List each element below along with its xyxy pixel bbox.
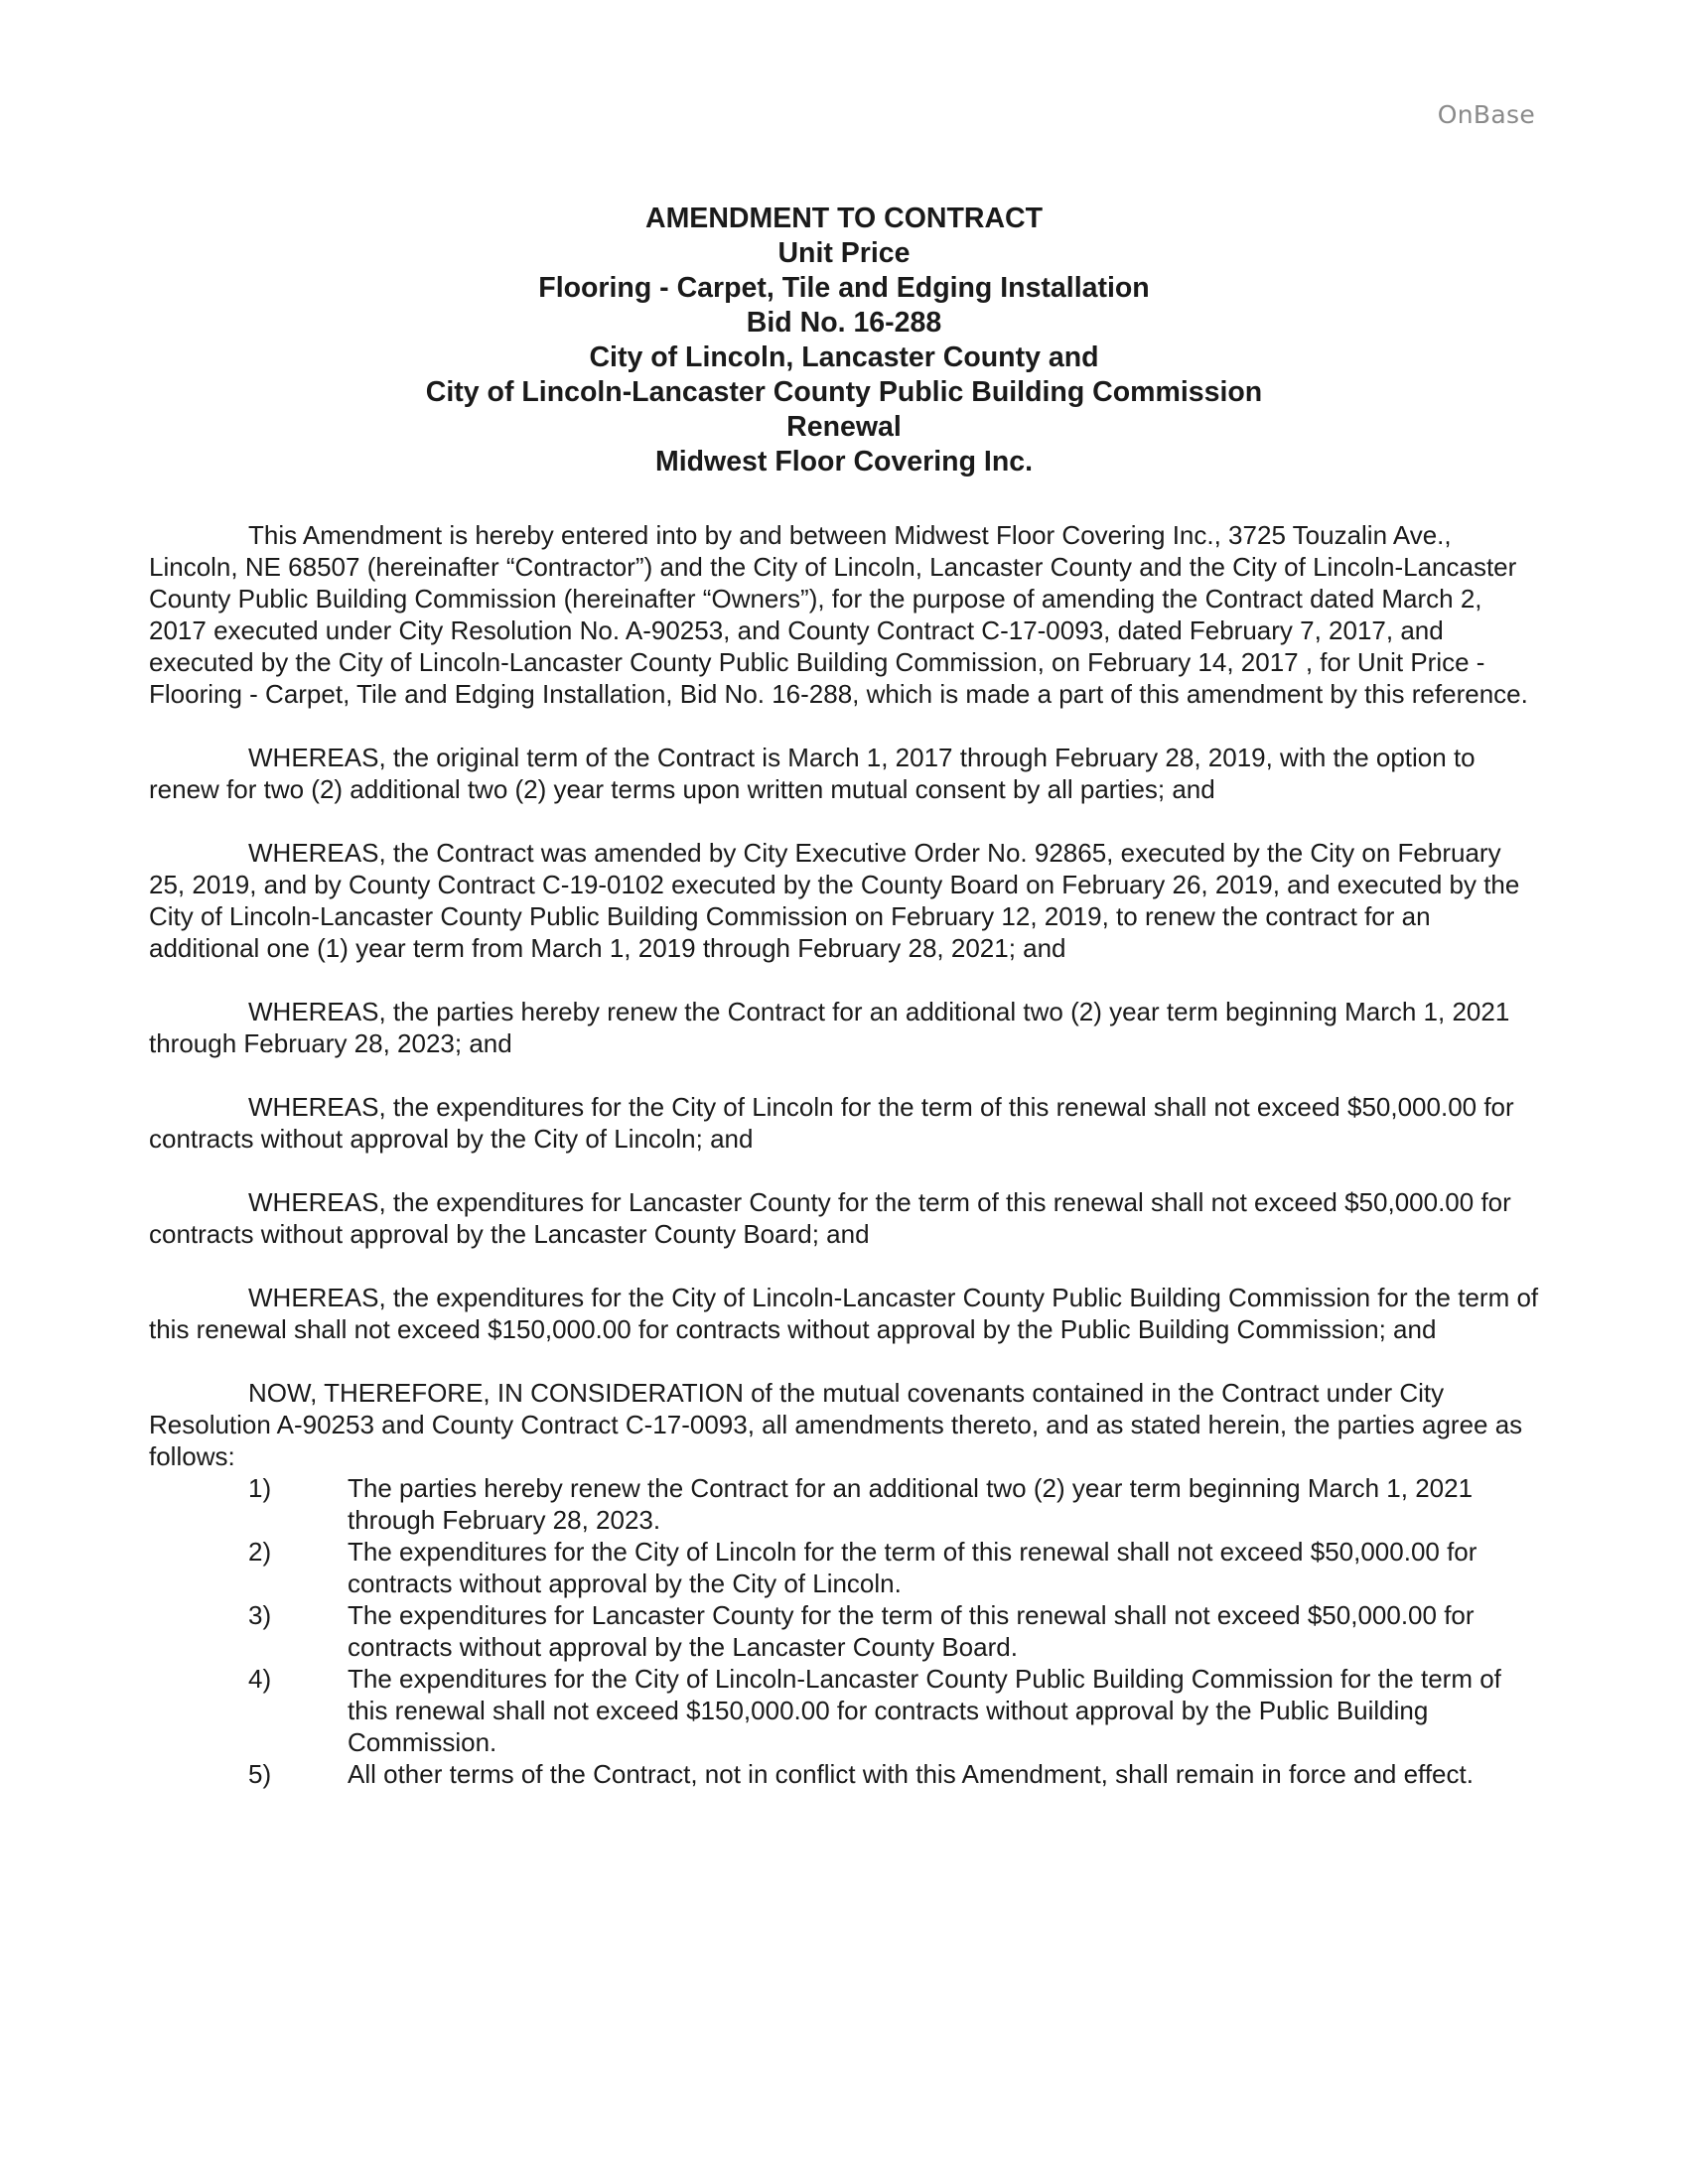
now-therefore-paragraph: NOW, THEREFORE, IN CONSIDERATION of the mutual covenants contained in the Contract under City Resolution A-90253 and County Contract C-17-0093, all amendments thereto, and as stated herein, the parties agree as follows:: [149, 1378, 1523, 1471]
header-parties-line-1: City of Lincoln, Lancaster County and: [589, 341, 1099, 373]
header-bid-number: Bid No. 16-288: [746, 307, 942, 339]
document-body: [149, 519, 1539, 1790]
list-item-number: 2): [248, 1537, 272, 1567]
agreement-terms-list: [149, 1472, 1539, 1790]
header-renewal: Renewal: [786, 411, 902, 443]
list-item-text: The parties hereby renew the Contract for an additional two (2) year term beginning March 1, 2021 through February 28, 2023.: [348, 1473, 1474, 1535]
whereas-pbc-expenditures: WHEREAS, the expenditures for the City of Lincoln-Lancaster County Public Building Commission for the term of this renewal shall not exceed $150,000.00 for contracts without approval by the Public Building Commission; and: [149, 1283, 1539, 1344]
whereas-original-term: WHEREAS, the original term of the Contract is March 1, 2017 through February 28, 2019, with the option to renew for two (2) additional two (2) year terms upon written mutual consent by all parties; and: [149, 743, 1476, 804]
intro-paragraph: This Amendment is hereby entered into by and between Midwest Floor Covering Inc., 3725 Touzalin Ave., Lincoln, NE 68507 (hereinafter “Contractor”) and the City of Lincoln, Lancaster County and the City of Lincoln-Lancaster County Public Building Commission (hereinafter “Owners”), for the purpose of amending the Contract dated March 2, 2017 executed under City Resolution No. A-90253, and County Contract C-17-0093, dated February 7, 2017, and executed by the City of Lincoln-Lancaster County Public Building Commission, on February 14, 2017 , for Unit Price - Flooring - Carpet, Tile and Edging Installation, Bid No. 16-288, which is made a part of this amendment by this reference.: [149, 520, 1528, 709]
list-item: [149, 1599, 1539, 1663]
list-item: [149, 1472, 1539, 1536]
list-item-text: The expenditures for the City of Lincoln for the term of this renewal shall not exceed $50,000.00 for contracts without approval by the City of Lincoln.: [348, 1537, 1477, 1598]
whereas-renewal-term: WHEREAS, the parties hereby renew the Contract for an additional two (2) year term beginning March 1, 2021 through February 28, 2023; and: [149, 997, 1510, 1058]
header-subtitle-project: Flooring - Carpet, Tile and Edging Installation: [538, 272, 1150, 304]
list-item: [149, 1536, 1539, 1599]
list-item-number: 3): [248, 1600, 272, 1630]
list-item-number: 4): [248, 1664, 272, 1694]
header-contractor: Midwest Floor Covering Inc.: [654, 446, 1034, 478]
list-item-text: All other terms of the Contract, not in conflict with this Amendment, shall remain in force and effect.: [348, 1759, 1474, 1789]
header-subtitle-unit-price: Unit Price: [777, 237, 911, 269]
list-item-number: 1): [248, 1473, 272, 1503]
list-item: [149, 1663, 1539, 1758]
list-item-text: The expenditures for Lancaster County for the term of this renewal shall not exceed $50,000.00 for contracts without approval by the Lancaster County Board.: [348, 1600, 1475, 1662]
document-header: [0, 202, 1688, 479]
list-item-number: 5): [248, 1759, 272, 1789]
header-title: AMENDMENT TO CONTRACT: [644, 203, 1044, 234]
whereas-city-expenditures: WHEREAS, the expenditures for the City of Lincoln for the term of this renewal shall not exceed $50,000.00 for contracts without approval by the City of Lincoln; and: [149, 1092, 1514, 1154]
list-item: [149, 1758, 1539, 1790]
whereas-prior-amendment: WHEREAS, the Contract was amended by City Executive Order No. 92865, executed by the City on February 25, 2019, and by County Contract C-19-0102 executed by the County Board on February 26, 2019, and executed by the City of Lincoln-Lancaster County Public Building Commission on February 12, 2019, to renew the contract for an additional one (1) year term from March 1, 2019 through February 28, 2021; and: [149, 838, 1520, 963]
list-item-text: The expenditures for the City of Lincoln-Lancaster County Public Building Commission for the term of this renewal shall not exceed $150,000.00 for contracts without approval by the Public Building Commission.: [348, 1664, 1501, 1757]
header-parties-line-2: City of Lincoln-Lancaster County Public Building Commission: [425, 376, 1263, 408]
whereas-county-expenditures: WHEREAS, the expenditures for Lancaster County for the term of this renewal shall not exceed $50,000.00 for contracts without approval by the Lancaster County Board; and: [149, 1187, 1511, 1249]
onbase-watermark: OnBase: [1437, 100, 1535, 129]
